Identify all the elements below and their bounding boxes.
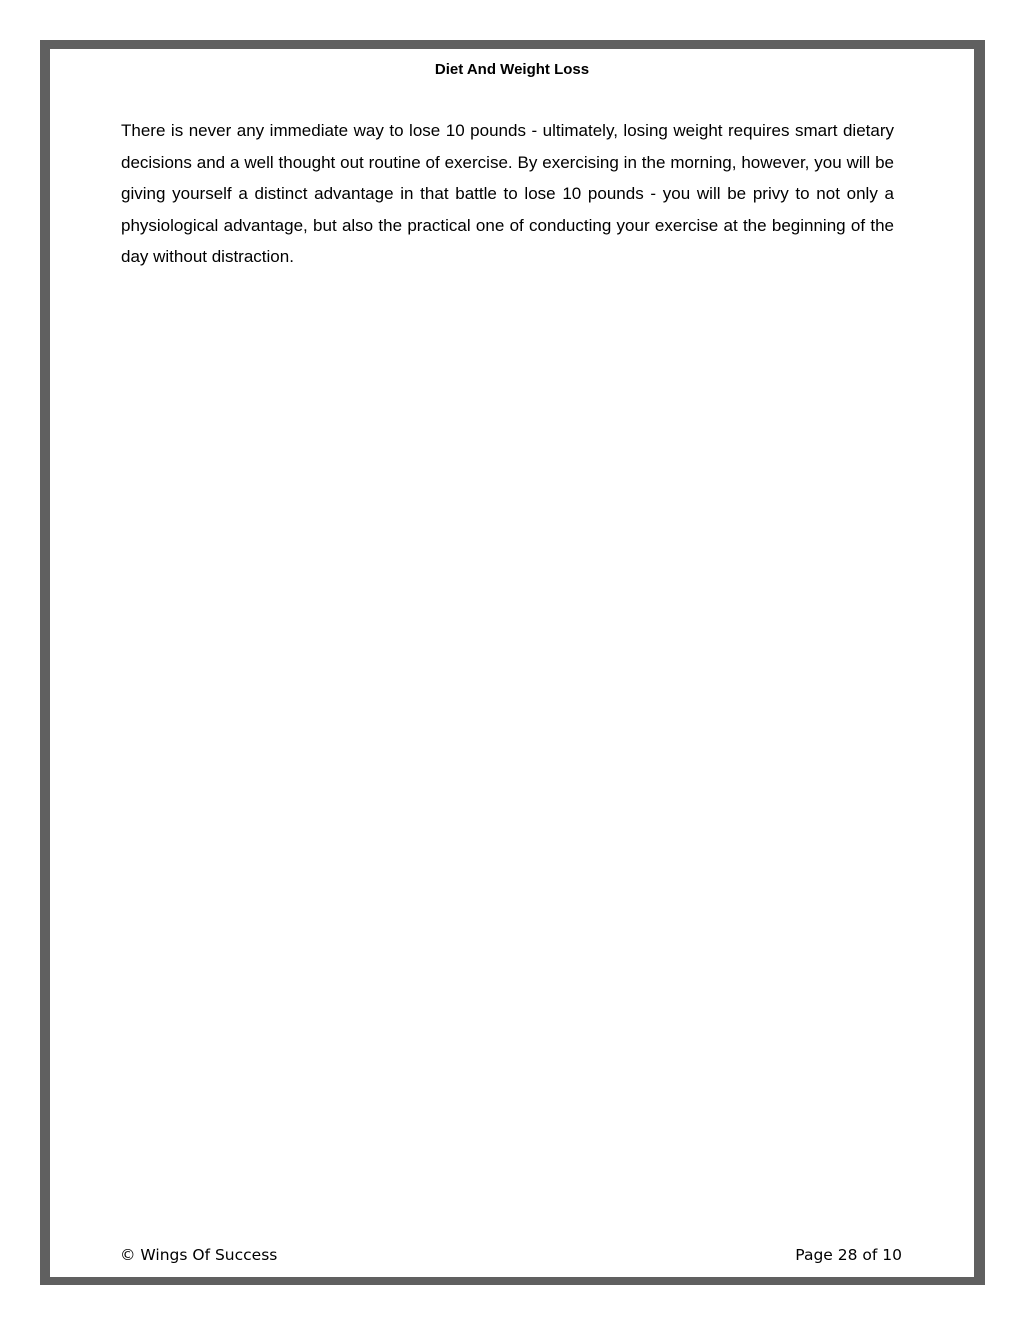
footer-copyright: © Wings Of Success xyxy=(120,1246,278,1264)
body-paragraph: There is never any immediate way to lose 10 pounds - ultimately, losing weight requires smart dietary decisions and a well thought out routine of exercise. By exercising in the morning, however, you will be giving yourself a distinct advantage in that battle to lose 10 pounds - you will be privy to not only a physiological advantage, but also the practical one of conducting your exercise at the beginning of the day without distraction. xyxy=(121,121,894,267)
running-header: Diet And Weight Loss xyxy=(434,61,590,78)
footer-page-number: Page 28 of 10 xyxy=(795,1246,902,1264)
